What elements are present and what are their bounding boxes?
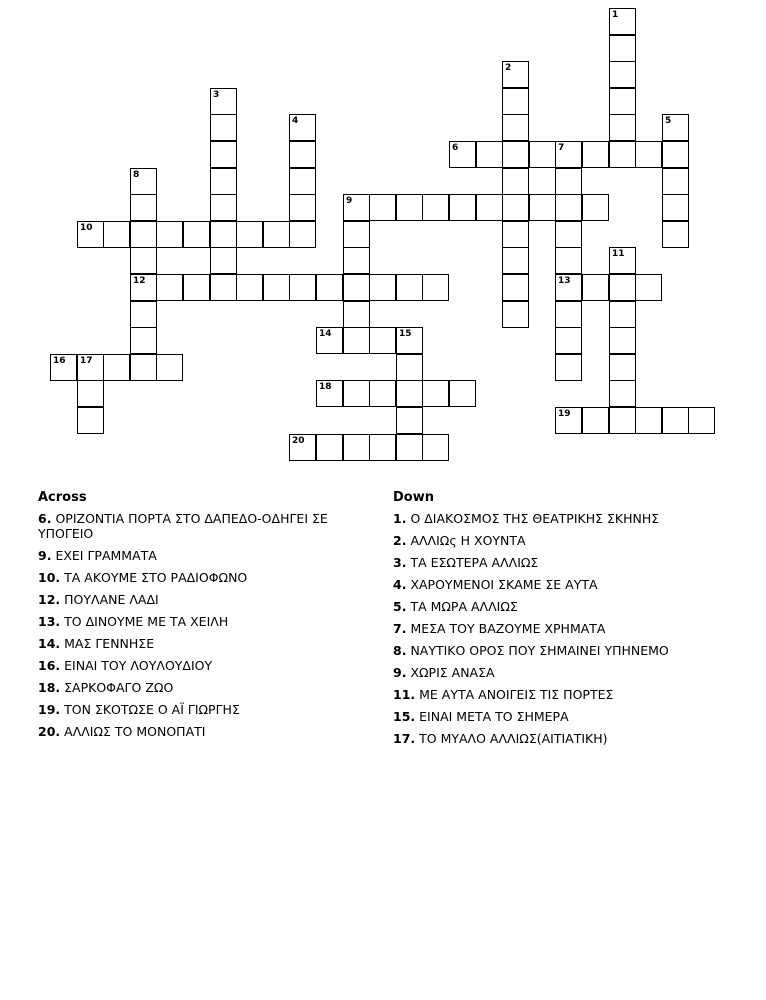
grid-cell[interactable] (502, 301, 529, 328)
grid-cell[interactable] (77, 380, 104, 407)
clue-across-18: 18. ΣΑΡΚΟΦΑΓΟ ΖΩΟ (38, 680, 174, 695)
grid-cell[interactable] (316, 434, 343, 461)
grid-cell[interactable] (369, 434, 396, 461)
grid-cell[interactable] (130, 354, 157, 381)
grid-cell[interactable] (130, 247, 157, 274)
across-heading: Across (38, 490, 87, 505)
clue-across-19: 19. ΤΟΝ ΣΚΟΤΩΣΕ Ο ΑΪ ΓΙΩΡΓΗΣ (38, 702, 240, 717)
clue-number: 19 (558, 409, 571, 419)
grid-cell[interactable] (289, 221, 316, 248)
grid-cell[interactable] (289, 168, 316, 195)
grid-cell[interactable] (369, 274, 396, 301)
grid-cell[interactable] (422, 194, 449, 221)
grid-cell[interactable] (635, 141, 662, 168)
grid-cell[interactable] (396, 380, 423, 407)
grid-cell[interactable] (609, 354, 636, 381)
grid-cell[interactable] (609, 114, 636, 141)
clue-across-10: 10. ΤΑ ΑΚΟΥΜΕ ΣΤΟ ΡΑΔΙΟΦΩΝΟ (38, 570, 248, 585)
grid-cell[interactable] (662, 221, 689, 248)
grid-cell[interactable] (210, 114, 237, 141)
grid-cell[interactable] (130, 221, 157, 248)
clue-across-12: 12. ΠΟΥΛΑΝΕ ΛΑΔΙ (38, 592, 159, 607)
clue-number: 3 (213, 90, 220, 100)
grid-cell[interactable] (609, 301, 636, 328)
grid-cell[interactable] (103, 354, 130, 381)
grid-cell[interactable] (476, 141, 503, 168)
clue-down-5: 5. ΤΑ ΜΩΡΑ ΑΛΛΙΩΣ (393, 599, 518, 614)
grid-cell[interactable] (555, 194, 582, 221)
grid-cell[interactable] (210, 221, 237, 248)
grid-cell[interactable] (289, 434, 316, 461)
grid-cell[interactable] (422, 434, 449, 461)
grid-cell[interactable] (609, 35, 636, 62)
clue-number: 17 (80, 356, 93, 366)
grid-cell[interactable] (210, 168, 237, 195)
grid-cell[interactable] (130, 327, 157, 354)
clue-across-13: 13. ΤΟ ΔΙΝΟΥΜΕ ΜΕ ΤΑ ΧΕΙΛΗ (38, 614, 229, 629)
clue-number: 8 (133, 170, 140, 180)
grid-cell[interactable] (210, 88, 237, 115)
clue-down-4: 4. ΧΑΡΟΥΜΕΝΟΙ ΣΚΑΜΕ ΣΕ ΑΥΤΑ (393, 577, 598, 592)
grid-cell[interactable] (396, 194, 423, 221)
grid-cell[interactable] (210, 194, 237, 221)
grid-cell[interactable] (289, 141, 316, 168)
grid-cell[interactable] (396, 354, 423, 381)
clue-number: 12 (133, 276, 146, 286)
grid-cell[interactable] (555, 354, 582, 381)
clue-number: 18 (319, 382, 332, 392)
grid-cell[interactable] (343, 274, 370, 301)
grid-cell[interactable] (77, 354, 104, 381)
clue-number: 2 (505, 63, 512, 73)
grid-cell[interactable] (130, 168, 157, 195)
grid-cell[interactable] (210, 247, 237, 274)
grid-cell[interactable] (396, 434, 423, 461)
grid-cell[interactable] (502, 247, 529, 274)
grid-cell[interactable] (609, 327, 636, 354)
grid-cell[interactable] (662, 141, 689, 168)
grid-cell[interactable] (316, 274, 343, 301)
grid-cell[interactable] (555, 327, 582, 354)
grid-cell[interactable] (502, 168, 529, 195)
grid-cell[interactable] (529, 141, 556, 168)
grid-cell[interactable] (396, 327, 423, 354)
grid-cell[interactable] (688, 407, 715, 434)
grid-cell[interactable] (369, 327, 396, 354)
grid-cell[interactable] (77, 221, 104, 248)
clue-number: 15 (399, 329, 412, 339)
grid-cell[interactable] (343, 194, 370, 221)
clue-down-1: 1. Ο ΔΙΑΚΟΣΜΟΣ ΤΗΣ ΘΕΑΤΡΙΚΗΣ ΣΚΗΝΗΣ (393, 511, 660, 526)
clue-down-8: 8. ΝΑΥΤΙΚΟ ΟΡΟΣ ΠΟΥ ΣΗΜΑΙΝΕΙ ΥΠΗΝΕΜΟ (393, 643, 669, 658)
grid-cell[interactable] (502, 61, 529, 88)
down-heading: Down (393, 490, 434, 505)
grid-cell[interactable] (609, 8, 636, 35)
grid-cell[interactable] (609, 407, 636, 434)
grid-cell[interactable] (502, 194, 529, 221)
grid-cell[interactable] (502, 88, 529, 115)
grid-cell[interactable] (316, 380, 343, 407)
grid-cell[interactable] (635, 407, 662, 434)
grid-cell[interactable] (210, 274, 237, 301)
grid-cell[interactable] (289, 194, 316, 221)
clue-number: 7 (558, 143, 565, 153)
grid-cell[interactable] (343, 221, 370, 248)
clue-down-11: 11. ΜΕ ΑΥΤΑ ΑΝΟΙΓΕΙΣ ΤΙΣ ΠΟΡΤΕΣ (393, 687, 614, 702)
clue-number: 6 (452, 143, 459, 153)
clue-down-3: 3. ΤΑ ΕΣΩΤΕΡΑ ΑΛΛΙΩΣ (393, 555, 539, 570)
clue-number: 11 (612, 249, 625, 259)
grid-cell[interactable] (156, 221, 183, 248)
grid-cell[interactable] (555, 407, 582, 434)
grid-cell[interactable] (609, 141, 636, 168)
grid-cell[interactable] (263, 274, 290, 301)
grid-cell[interactable] (502, 221, 529, 248)
grid-cell[interactable] (502, 114, 529, 141)
grid-cell[interactable] (396, 274, 423, 301)
grid-cell[interactable] (476, 194, 503, 221)
grid-cell[interactable] (555, 221, 582, 248)
clue-number: 5 (665, 116, 672, 126)
grid-cell[interactable] (156, 274, 183, 301)
grid-cell[interactable] (555, 247, 582, 274)
grid-cell[interactable] (236, 221, 263, 248)
clue-number: 1 (612, 10, 619, 20)
clue-across-6: 6. ΟΡΙΖΟΝΤΙΑ ΠΟΡΤΑ ΣΤΟ ΔΑΠΕΔΟ-ΟΔΗΓΕΙ ΣΕ ΥΠΟΓΕΙΟ (38, 511, 328, 541)
clue-number: 14 (319, 329, 332, 339)
grid-cell[interactable] (529, 194, 556, 221)
grid-cell[interactable] (582, 407, 609, 434)
grid-cell[interactable] (555, 301, 582, 328)
grid-cell[interactable] (555, 274, 582, 301)
grid-cell[interactable] (369, 194, 396, 221)
grid-cell[interactable] (422, 380, 449, 407)
grid-cell[interactable] (343, 380, 370, 407)
clue-across-9: 9. ΕΧΕΙ ΓΡΑΜΜΑΤΑ (38, 548, 157, 563)
clue-number: 20 (292, 436, 305, 446)
grid-cell[interactable] (662, 168, 689, 195)
grid-cell[interactable] (609, 61, 636, 88)
grid-cell[interactable] (369, 380, 396, 407)
grid-cell[interactable] (130, 301, 157, 328)
grid-cell[interactable] (210, 141, 237, 168)
grid-cell[interactable] (263, 221, 290, 248)
grid-cell[interactable] (555, 141, 582, 168)
clue-across-14: 14. ΜΑΣ ΓΕΝΝΗΣΕ (38, 636, 155, 651)
grid-cell[interactable] (50, 354, 77, 381)
grid-cell[interactable] (289, 274, 316, 301)
clue-down-7: 7. ΜΕΣΑ ΤΟΥ ΒΑΖΟΥΜΕ ΧΡΗΜΑΤΑ (393, 621, 606, 636)
grid-cell[interactable] (156, 354, 183, 381)
grid-cell[interactable] (582, 194, 609, 221)
grid-cell[interactable] (662, 407, 689, 434)
clue-number: 13 (558, 276, 571, 286)
grid-cell[interactable] (343, 301, 370, 328)
clue-number: 4 (292, 116, 299, 126)
clue-across-16: 16. ΕΙΝΑΙ ΤΟΥ ΛΟΥΛΟΥΔΙΟΥ (38, 658, 213, 673)
grid-cell[interactable] (77, 407, 104, 434)
clue-number: 16 (53, 356, 66, 366)
grid-cell[interactable] (609, 380, 636, 407)
grid-cell[interactable] (130, 274, 157, 301)
down-clues (393, 490, 743, 753)
grid-cell[interactable] (316, 327, 343, 354)
clue-number: 9 (346, 196, 353, 206)
grid-cell[interactable] (609, 247, 636, 274)
clue-down-15: 15. ΕΙΝΑΙ ΜΕΤΑ ΤΟ ΣΗΜΕΡΑ (393, 709, 569, 724)
grid-cell[interactable] (662, 114, 689, 141)
grid-cell[interactable] (449, 141, 476, 168)
grid-cell[interactable] (449, 194, 476, 221)
grid-cell[interactable] (236, 274, 263, 301)
grid-cell[interactable] (582, 141, 609, 168)
grid-cell[interactable] (396, 407, 423, 434)
grid-cell[interactable] (502, 274, 529, 301)
grid-cell[interactable] (662, 194, 689, 221)
grid-cell[interactable] (103, 221, 130, 248)
grid-cell[interactable] (343, 327, 370, 354)
grid-cell[interactable] (555, 168, 582, 195)
clue-across-20: 20. ΑΛΛΙΩΣ ΤΟ ΜΟΝΟΠΑΤΙ (38, 724, 206, 739)
clue-number: 10 (80, 223, 93, 233)
grid-cell[interactable] (582, 274, 609, 301)
grid-cell[interactable] (422, 274, 449, 301)
grid-cell[interactable] (609, 274, 636, 301)
across-clues (38, 490, 378, 746)
grid-cell[interactable] (635, 274, 662, 301)
grid-cell[interactable] (502, 141, 529, 168)
clue-down-17: 17. ΤΟ ΜΥΑΛΟ ΑΛΛΙΩΣ(ΑΙΤΙΑΤΙΚΗ) (393, 731, 608, 746)
clue-down-2: 2. ΑΛΛΙΩς Η ΧΟΥΝΤΑ (393, 533, 526, 548)
clue-down-9: 9. ΧΩΡΙΣ ΑΝΑΣΑ (393, 665, 495, 680)
grid-cell[interactable] (609, 88, 636, 115)
grid-cell[interactable] (289, 114, 316, 141)
grid-cell[interactable] (449, 380, 476, 407)
grid-cell[interactable] (183, 274, 210, 301)
grid-cell[interactable] (343, 434, 370, 461)
grid-cell[interactable] (183, 221, 210, 248)
grid-cell[interactable] (343, 247, 370, 274)
crossword-grid (0, 0, 766, 480)
grid-cell[interactable] (130, 194, 157, 221)
